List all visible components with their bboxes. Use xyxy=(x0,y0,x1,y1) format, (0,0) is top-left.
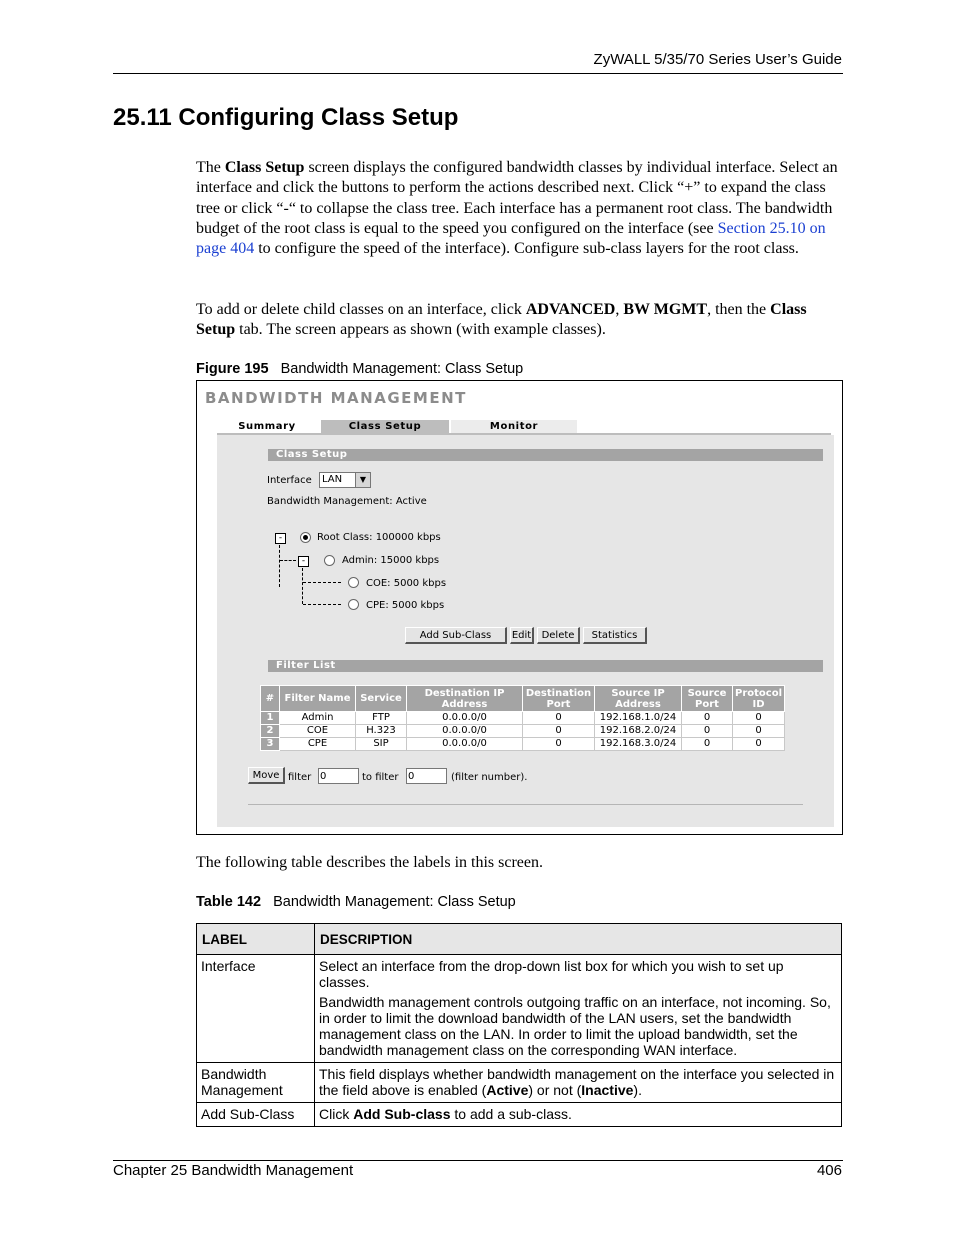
table-cell: 0 xyxy=(733,712,785,725)
text-run: , xyxy=(615,301,624,318)
table-cell: 2 xyxy=(261,725,280,738)
text-run: screen displays the configured bandwidth classes by individual interface. Select an interface and click the buttons to perform the actions described next. Click “+” to expand the class tree or click “-“ to collapse the class tree. Each interface has a permanent root class. The bandwidth budget of the root class is equal to the speed you configured on the interface (see xyxy=(196,159,838,237)
table-cell: 192.168.1.0/24 xyxy=(595,712,682,725)
table-cell: 0.0.0.0/0 xyxy=(407,712,523,725)
interface-label: Interface xyxy=(267,475,312,486)
tree-connector xyxy=(303,582,341,583)
column-header: Destination IP Address xyxy=(407,686,523,712)
table-cell: 0 xyxy=(682,712,733,725)
table-cell: 0 xyxy=(733,725,785,738)
column-header: Source Port xyxy=(682,686,733,712)
table-label: Table 142 xyxy=(196,894,262,910)
cpe-class-label: CPE: 5000 kbps xyxy=(366,600,445,611)
table-cell: FTP xyxy=(356,712,407,725)
interface-select-value: LAN xyxy=(322,474,343,485)
text-run: ). xyxy=(633,1082,642,1098)
table-cell: 0 xyxy=(682,738,733,751)
to-filter-label: to filter xyxy=(362,772,399,783)
section-link[interactable]: Section 25.10 on page 404 xyxy=(196,219,826,258)
footer-rule xyxy=(113,1160,843,1161)
table-cell: 3 xyxy=(261,738,280,751)
move-button[interactable]: Move xyxy=(248,767,285,784)
description-text: Select an interface from the drop-down list box for which you wish to set up classes. xyxy=(319,958,784,990)
table-caption-text: Bandwidth Management: Class Setup xyxy=(273,894,516,910)
column-header: Source IP Address xyxy=(595,686,682,712)
footer-chapter: Chapter 25 Bandwidth Management xyxy=(113,1162,354,1179)
tab-monitor[interactable]: Monitor xyxy=(451,420,577,434)
chevron-down-icon[interactable]: ▼ xyxy=(355,473,370,487)
row-label: Interface xyxy=(197,955,315,1063)
edit-button[interactable]: Edit xyxy=(510,627,534,644)
table-cell: CPE xyxy=(280,738,356,751)
divider xyxy=(248,804,803,805)
filter-list-section-header: Filter List xyxy=(268,660,823,672)
table-row[interactable] xyxy=(261,712,785,725)
row-description xyxy=(315,1063,842,1103)
tree-connector xyxy=(279,545,280,587)
table-cell: 192.168.3.0/24 xyxy=(595,738,682,751)
bold-term: Inactive xyxy=(581,1082,634,1098)
filter-number-note: (filter number). xyxy=(451,772,528,783)
tree-connector xyxy=(303,604,341,605)
column-header: Destination Port xyxy=(523,686,595,712)
row-description xyxy=(315,1103,842,1127)
table-row[interactable] xyxy=(261,738,785,751)
section-title: 25.11 Configuring Class Setup xyxy=(113,104,459,131)
collapse-icon[interactable]: - xyxy=(298,556,309,567)
tree-connector xyxy=(302,568,303,604)
table-caption xyxy=(196,894,516,910)
admin-class-label: Admin: 15000 kbps xyxy=(342,555,440,566)
table-row xyxy=(197,1103,842,1127)
column-header-label: LABEL xyxy=(197,924,315,955)
column-header: # xyxy=(261,686,280,712)
figure-caption xyxy=(196,361,523,377)
root-class-radio[interactable] xyxy=(300,532,311,543)
row-label: Bandwidth Management xyxy=(197,1063,315,1103)
column-header: Service xyxy=(356,686,407,712)
table-cell: 0 xyxy=(682,725,733,738)
table-cell: H.323 xyxy=(356,725,407,738)
page-number: 406 xyxy=(816,1162,842,1179)
row-description xyxy=(315,955,842,1063)
table-cell: SIP xyxy=(356,738,407,751)
content-panel xyxy=(217,435,834,827)
screen-title: BANDWIDTH MANAGEMENT xyxy=(205,389,467,407)
bold-term: Active xyxy=(486,1082,529,1098)
figure-label: Figure 195 xyxy=(196,361,269,377)
text-run: The xyxy=(196,159,225,176)
collapse-icon[interactable]: - xyxy=(275,533,286,544)
table-cell: 1 xyxy=(261,712,280,725)
following-text: The following table describes the labels in this screen. xyxy=(196,854,544,871)
intro-paragraph-1 xyxy=(196,158,844,259)
row-label: Add Sub-Class xyxy=(197,1103,315,1127)
table-cell: 0 xyxy=(523,725,595,738)
class-setup-section-header: Class Setup xyxy=(268,449,823,461)
figure-caption-text: Bandwidth Management: Class Setup xyxy=(280,361,524,377)
description-table-header-row xyxy=(197,924,842,955)
description-text: Bandwidth management controls outgoing traffic on an interface, not incoming. So, in order to limit the download bandwidth of the LAN users, set the bandwidth management class on the LAN. In order to limit the upload bandwidth, set the bandwidth management class on the corresponding WAN interface. xyxy=(319,994,831,1058)
bm-status: Bandwidth Management: Active xyxy=(267,496,427,507)
tree-connector xyxy=(280,560,296,561)
cpe-class-radio[interactable] xyxy=(348,599,359,610)
bold-term: BW MGMT xyxy=(623,301,708,318)
statistics-button[interactable]: Statistics xyxy=(583,627,647,644)
add-sub-class-button[interactable]: Add Sub-Class xyxy=(405,627,507,644)
text-run: to add a sub-class. xyxy=(450,1106,572,1122)
filter-table xyxy=(260,685,785,751)
to-filter-input[interactable]: 0 xyxy=(406,768,447,784)
table-row xyxy=(197,955,842,1063)
table-cell: 0 xyxy=(523,738,595,751)
tab-summary[interactable]: Summary xyxy=(217,420,317,434)
table-cell: 0 xyxy=(733,738,785,751)
root-class-label: Root Class: 100000 kbps xyxy=(317,532,441,543)
bold-term: Class Setup xyxy=(196,301,807,339)
interface-select[interactable] xyxy=(319,472,371,488)
table-cell: 0 xyxy=(523,712,595,725)
table-cell: 0.0.0.0/0 xyxy=(407,725,523,738)
column-header: Filter Name xyxy=(280,686,356,712)
filter-table-header-row xyxy=(261,686,785,712)
bold-term: Add Sub-class xyxy=(353,1106,451,1122)
table-cell: 0.0.0.0/0 xyxy=(407,738,523,751)
text-run: Click xyxy=(319,1106,354,1122)
text-run: This field displays whether bandwidth management on the interface you selected in the field above is enabled ( xyxy=(319,1066,835,1098)
text-run: , then the xyxy=(707,301,771,318)
table-cell: 192.168.2.0/24 xyxy=(595,725,682,738)
intro-paragraph-2 xyxy=(196,300,844,341)
table-row[interactable] xyxy=(261,725,785,738)
class-setup-screenshot xyxy=(196,380,843,835)
text-run: To add or delete child classes on an interface, click xyxy=(196,301,526,318)
tab-class-setup[interactable]: Class Setup xyxy=(321,420,449,434)
column-header-description: DESCRIPTION xyxy=(315,924,842,955)
header-rule xyxy=(113,73,843,74)
filter-label: filter xyxy=(288,772,312,783)
text-run: tab. The screen appears as shown (with example classes). xyxy=(235,321,606,339)
table-cell: Admin xyxy=(280,712,356,725)
column-header: Protocol ID xyxy=(733,686,785,712)
bold-term: ADVANCED xyxy=(525,301,616,318)
running-header: ZyWALL 5/35/70 Series User’s Guide xyxy=(593,51,842,68)
delete-button[interactable]: Delete xyxy=(537,627,580,644)
filter-input[interactable]: 0 xyxy=(318,768,359,784)
bold-term: Class Setup xyxy=(224,159,305,176)
description-table xyxy=(196,923,842,1127)
table-cell: COE xyxy=(280,725,356,738)
text-run: ) or not ( xyxy=(528,1082,582,1098)
coe-class-radio[interactable] xyxy=(348,577,359,588)
admin-class-radio[interactable] xyxy=(324,555,335,566)
text-run: to configure the speed of the interface). Configure sub-class layers for the root class. xyxy=(254,240,799,258)
coe-class-label: COE: 5000 kbps xyxy=(366,578,447,589)
table-row xyxy=(197,1063,842,1103)
